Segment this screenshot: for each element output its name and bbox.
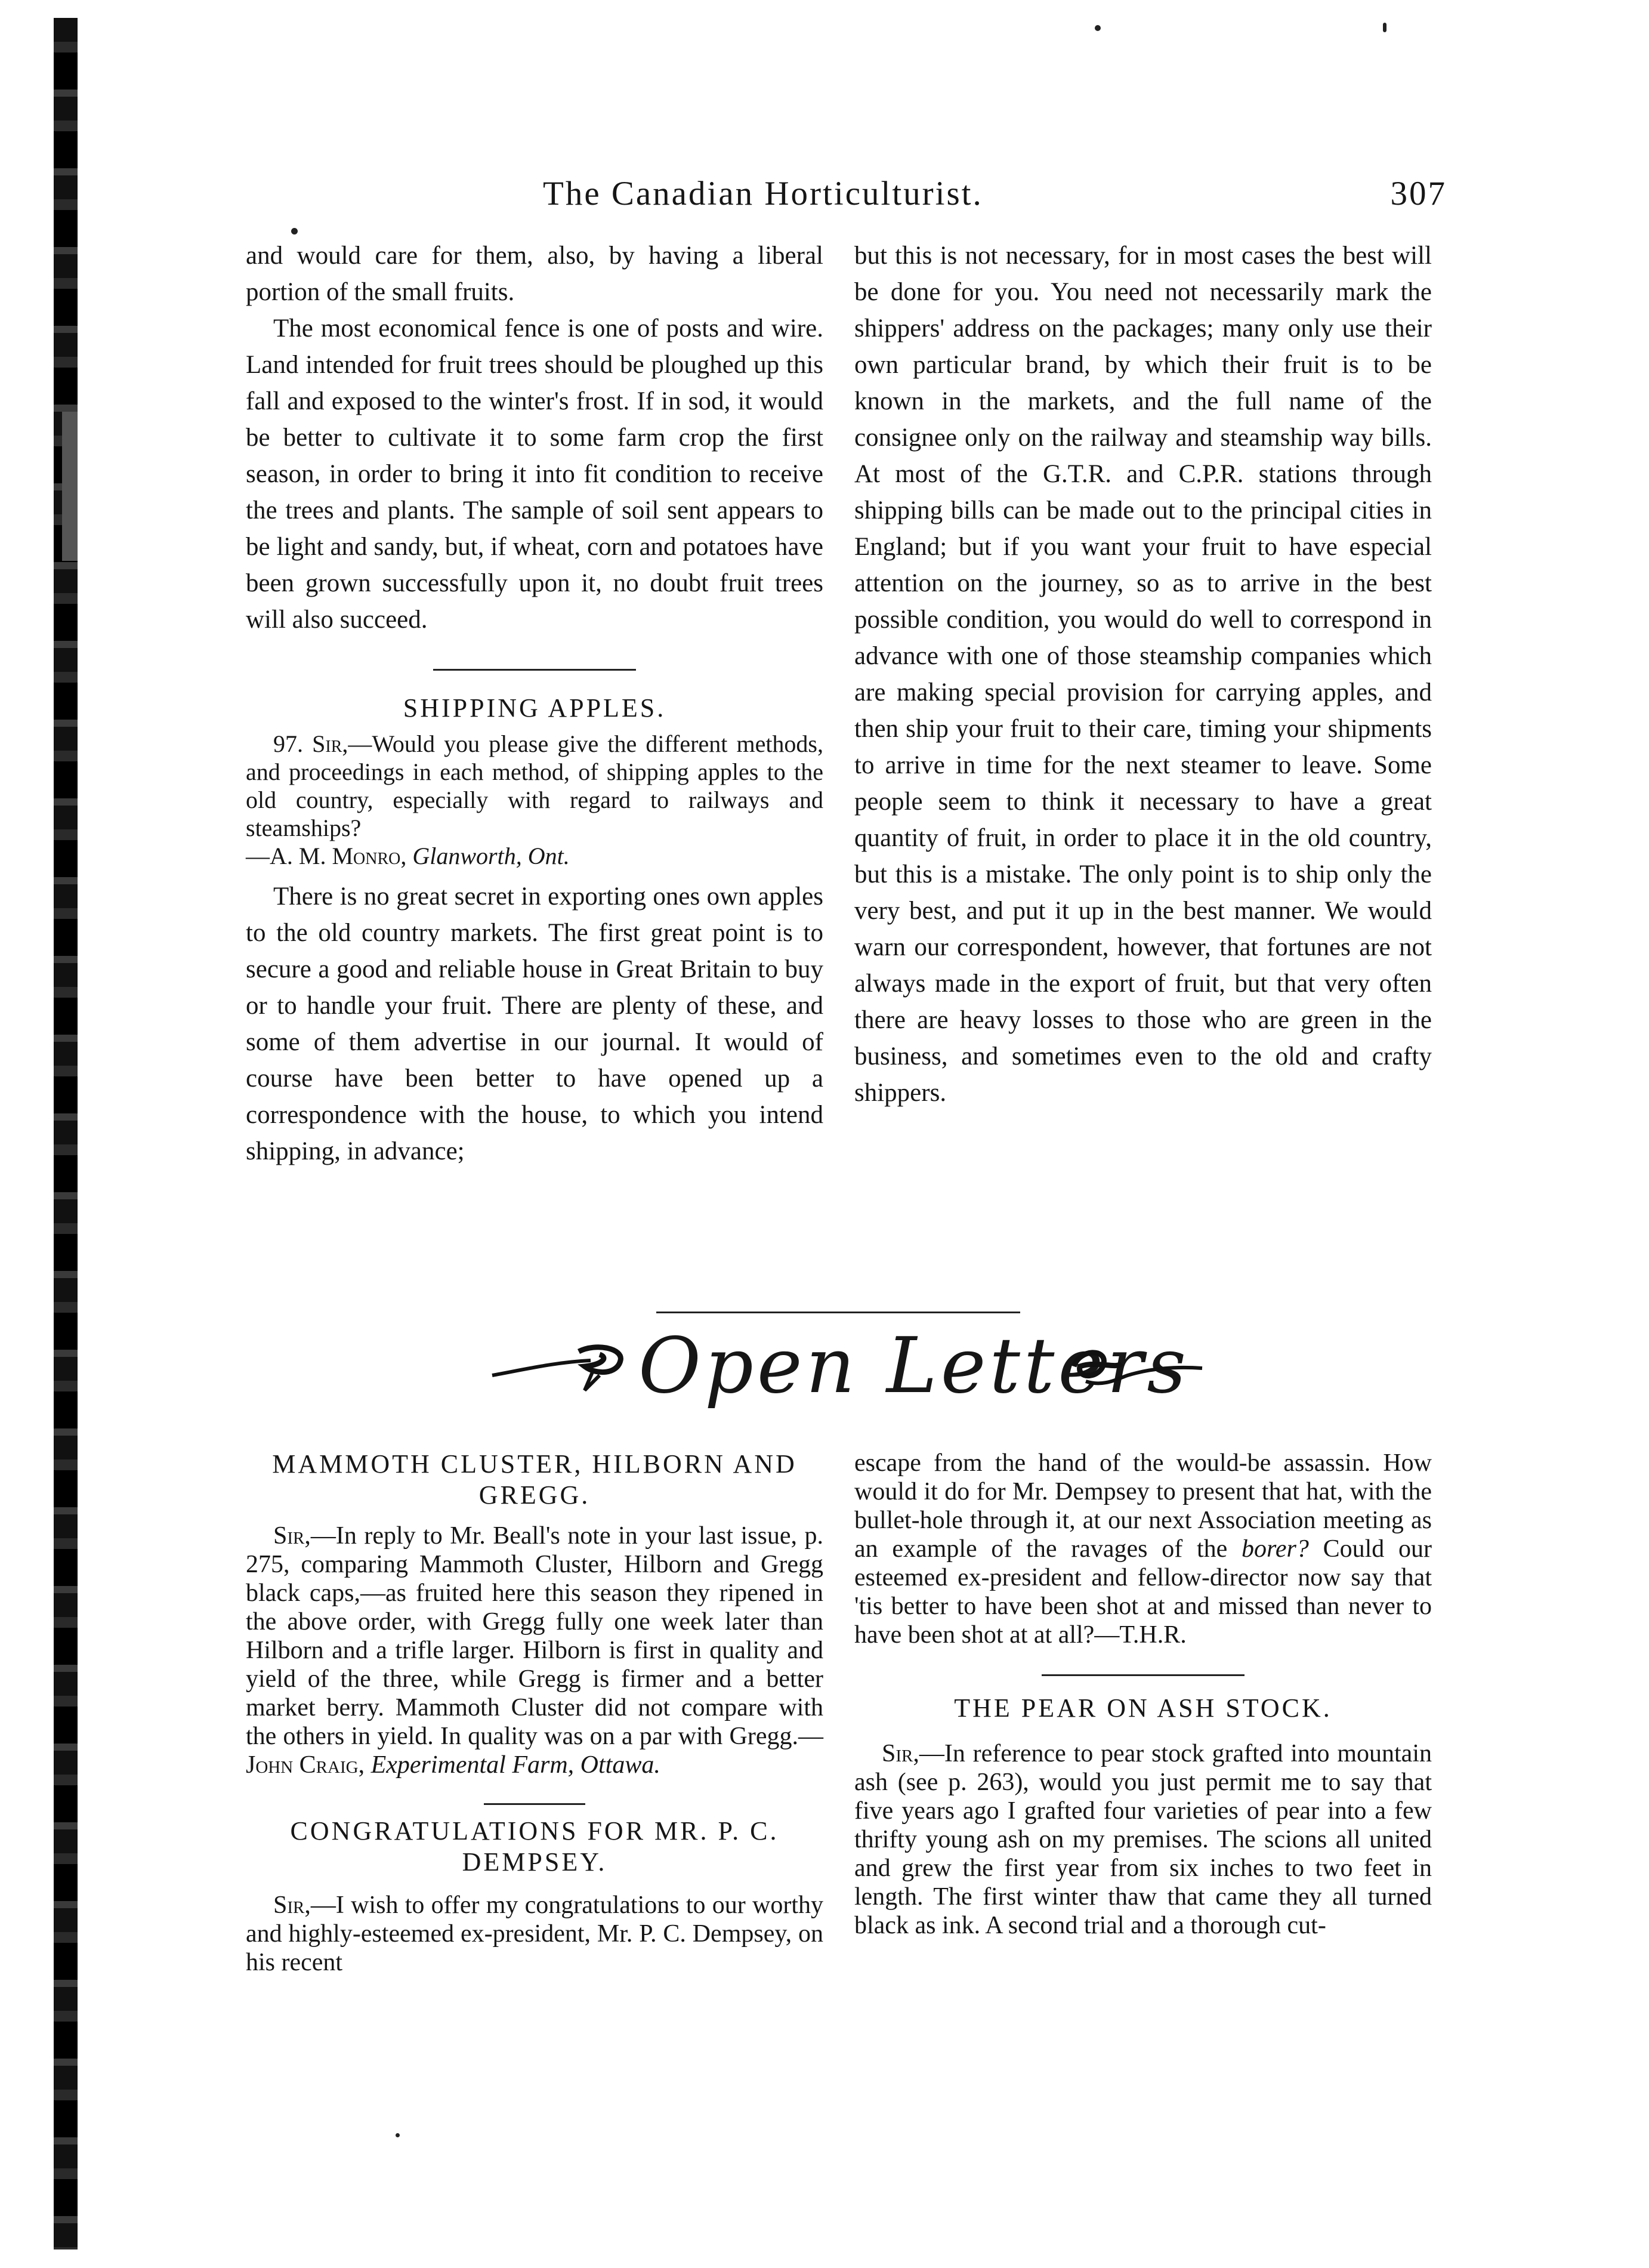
salutation: Sir, [273,1522,311,1550]
book-spine-edge [54,18,78,2250]
reader-letter [854,1739,1432,1940]
lower-right-column [854,1449,1432,1940]
salutation: Sir, [273,1891,311,1919]
signature-name: —John Craig, [246,1723,823,1779]
letter-body: Could our esteemed ex-president and fellow-director now say that 'tis better to have been shot at and missed than never to have been shot at at all?—T.H.R. [854,1535,1432,1649]
section-heading: CONGRATULATIONS FOR MR. P. C. DEMPSEY. [290,1816,779,1877]
signature-place: Glanworth, Ont. [412,843,570,869]
upper-right-column [854,237,1432,1111]
letter-body: —In reply to Mr. Beall's note in your last issue, p. 275, comparing Mammoth Cluster, Hilborn and Gregg black caps,—as fruited here this season they ripened in the above order, with Gregg fully one week later than Hilborn and a trifle larger. Hilborn is first in quality and yield of the three, while Gregg is firmer and a better market berry. Mammoth Cluster did not compare with the others in yield. In quality was on a par with Gregg. [246,1522,823,1750]
section-rule [433,669,636,671]
page-number: 307 [1390,175,1447,212]
salutation: 97. Sir, [273,730,348,757]
letter-body: —Would you please give the different methods, and proceedings in each method, of shipping apples to the old country, especially with regard to railways and steamships? [246,730,823,841]
letter-body: —I wish to offer my congratulations to our worthy and highly-esteemed ex-president, Mr. P. C. Dempsey, on his recent [246,1891,823,1976]
paragraph: and would care for them, also, by having a liberal portion of the small fruits. [246,242,823,306]
editor-answer: There is no great secret in exporting ones own apples to the old country markets. The first great point is to secure a good and reliable house in Great Britain to buy or to handle your fruit. There are plenty of these, and some of them advertise in our journal. It would of course have been better to have opened up a correspondence with the house, to which you intend shipping, in advance; [246,882,823,1165]
section-heading: THE PEAR ON ASH STOCK. [954,1693,1332,1723]
running-header [439,167,1447,221]
reader-letter [246,1522,823,1779]
letter-continued [854,1449,1432,1649]
speck [1383,23,1386,32]
running-title: The Canadian Horticulturist. [543,175,983,212]
section-rule [484,1803,585,1805]
letter-body: escape from the hand of the would-be assassin. How would it do for Mr. Dempsey to present that hat, with the bullet-hole through it, at our next Association meeting as an example of the ravages of the [854,1449,1432,1563]
section-heading: MAMMOTH CLUSTER, HILBORN AND GREGG. [272,1449,797,1510]
lower-left-column [246,1449,823,1977]
signature-name: —A. M. Monro, [246,843,407,869]
right-flourish-icon [1062,1334,1205,1399]
left-flourish-icon [489,1334,638,1399]
speck [291,228,298,234]
reader-letter [246,1891,823,1977]
banner-title: Open Letters [638,1322,1190,1411]
emphasis: borer? [1242,1535,1309,1563]
speck [1095,25,1101,31]
salutation: Sir, [882,1740,919,1767]
speck [396,2133,400,2137]
editor-answer-continued: but this is not necessary, for in most cases the best will be done for you. You need not necessarily mark the shippers' address on the packages; many only use their own particular brand, by which their fruit is to be known in the markets, and the full name of the consignee only on the railway and steamship way bills. At most of the G.T.R. and C.P.R. stations through shipping bills can be made out to the principal cities in England; but if you want your fruit to have especial attention on the journey, so as to arrive in the best possible condition, you would do well to correspond in advance with one of those steamship companies which are making special provision for carrying apples, and then ship your fruit to their care, timing your shipments to arrive in time for the next steamer to leave. Some people seem to think it necessary to have a great quantity of fruit, in order to place it in the old country, but this is a mistake. The only point is to ship only the very best, and put it up in the best manner. We would warn our correspondent, however, that fortunes are not always made in the export of fruit, but that very often there are heavy losses to those who are green in the business, and sometimes even to the old and crafty shippers. [854,242,1432,1107]
letter-body: —In reference to pear stock grafted into mountain ash (see p. 263), would you just permit me to say that five years ago I grafted four varieties of pear into a few thrifty young ash on my premises. The scions all united and grew the first year from six inches to two feet in length. The first winter thaw that came they all turned black as ink. A second trial and a thorough cut- [854,1740,1432,1939]
signature-place: Experimental Farm, Ottawa. [370,1751,660,1779]
spine-damage-mark [62,412,78,561]
upper-left-column [246,237,823,1170]
section-heading: SHIPPING APPLES. [403,693,666,723]
section-rule [1042,1674,1245,1676]
paragraph: The most economical fence is one of posts and wire. Land intended for fruit trees should be ploughed up this fall and exposed to the winter's frost. If in sod, it would be better to cultivate it to some farm crop the first season, in order to bring it into fit condition to receive the trees and plants. The sample of soil sent appears to be light and sandy, but, if wheat, corn and potatoes have been grown successfully upon it, no doubt fruit trees will also succeed. [246,314,823,634]
open-letters-banner [489,1310,1205,1411]
reader-letter [246,730,823,870]
